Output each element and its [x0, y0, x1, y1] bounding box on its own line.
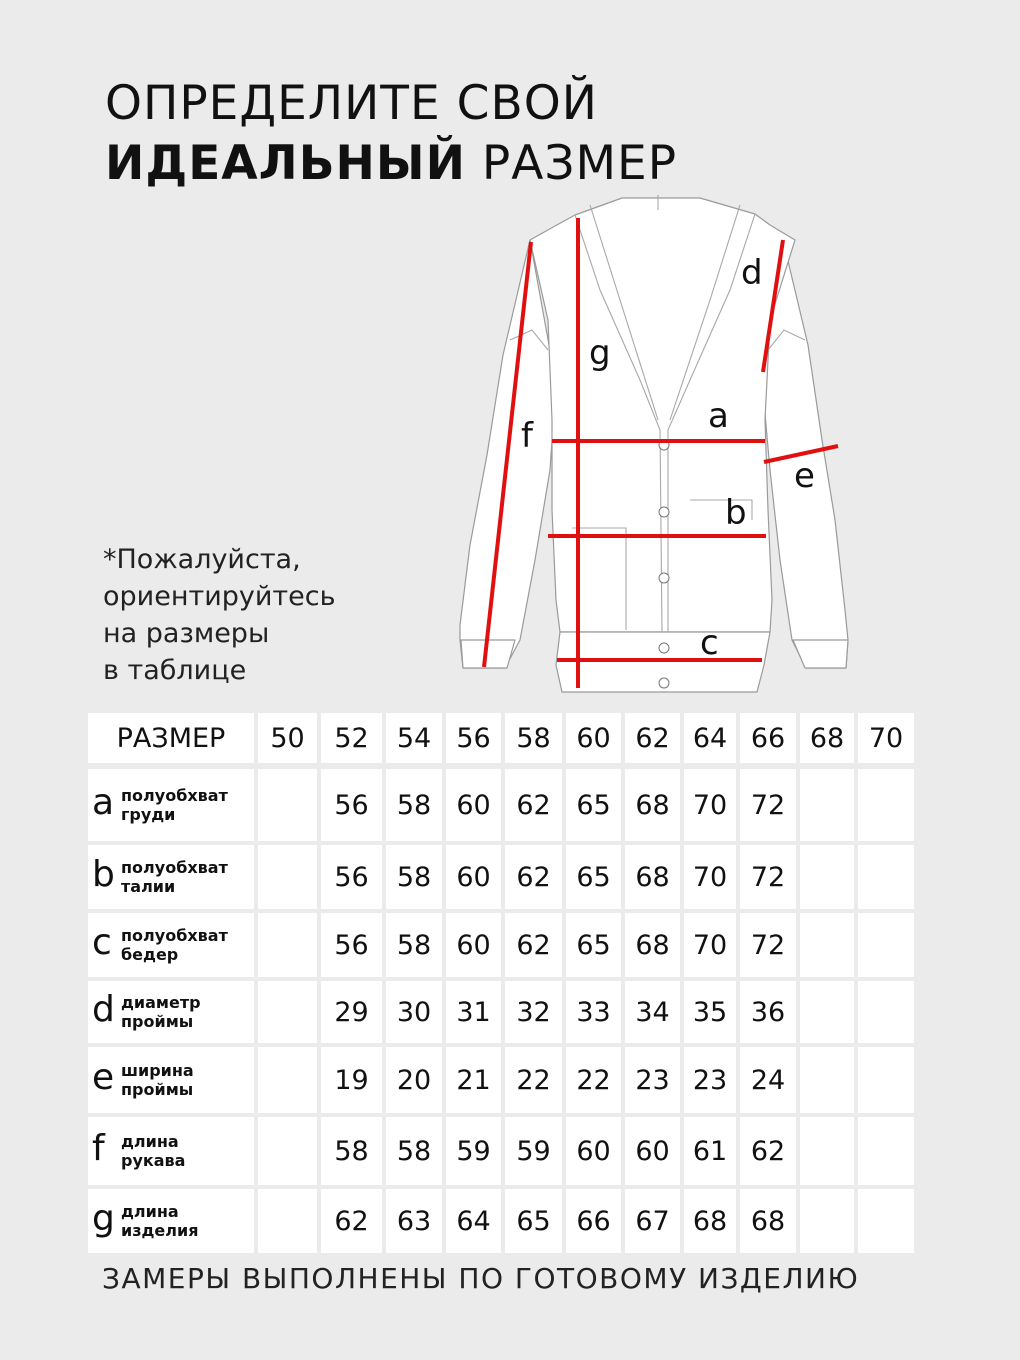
measure-letter: c: [92, 922, 112, 964]
table-row-label: [88, 981, 254, 1043]
measure-description-line: полуобхват: [121, 858, 228, 877]
table-cell: 58: [386, 1117, 442, 1185]
measure-letter: f: [92, 1128, 105, 1170]
table-cell: [800, 769, 854, 841]
measure-description: [121, 1061, 194, 1099]
measure-description-line: рукава: [121, 1151, 186, 1170]
page-title-line1: ОПРЕДЕЛИТЕ СВОЙ: [105, 76, 598, 131]
table-cell: 56: [321, 769, 382, 841]
table-cell: [858, 769, 914, 841]
table-cell: 33: [566, 981, 621, 1043]
table-cell: [800, 845, 854, 909]
table-cell: 65: [566, 769, 621, 841]
table-cell: 59: [505, 1117, 562, 1185]
table-cell: 58: [321, 1117, 382, 1185]
measure-description: [121, 786, 228, 824]
table-header-size: 52: [321, 713, 382, 763]
table-cell: 68: [740, 1189, 796, 1253]
table-cell: 29: [321, 981, 382, 1043]
table-cell: [800, 981, 854, 1043]
table-cell: [858, 981, 914, 1043]
table-cell: 58: [386, 913, 442, 977]
table-cell: 60: [625, 1117, 680, 1185]
measure-description-line: проймы: [121, 1012, 194, 1031]
table-header-size: 62: [625, 713, 680, 763]
table-header-label: РАЗМЕР: [88, 713, 254, 763]
table-cell: 21: [446, 1047, 501, 1113]
table-cell: 62: [740, 1117, 796, 1185]
table-cell: 72: [740, 913, 796, 977]
table-cell: 32: [505, 981, 562, 1043]
table-cell: [800, 1189, 854, 1253]
table-cell: [800, 913, 854, 977]
table-cell: 62: [505, 845, 562, 909]
measure-letter: d: [92, 989, 115, 1031]
table-cell: [258, 1117, 317, 1185]
label-f: f: [521, 416, 533, 456]
table-cell: 22: [566, 1047, 621, 1113]
note-line: *Пожалуйста,: [103, 544, 301, 575]
table-row-label: [88, 845, 254, 909]
label-d: d: [741, 253, 763, 293]
measure-description: [121, 926, 228, 964]
measure-description-line: груди: [121, 805, 176, 824]
table-cell: [858, 1047, 914, 1113]
table-row-label: [88, 769, 254, 841]
table-header-size: 60: [566, 713, 621, 763]
table-cell: [800, 1117, 854, 1185]
measure-description-line: ширина: [121, 1061, 194, 1080]
table-cell: 70: [684, 845, 736, 909]
table-cell: [858, 1117, 914, 1185]
size-note: [103, 541, 403, 689]
measure-letter: b: [92, 854, 115, 896]
table-header-size: 70: [858, 713, 914, 763]
table-cell: 34: [625, 981, 680, 1043]
table-cell: 60: [446, 845, 501, 909]
table-cell: 68: [625, 913, 680, 977]
measure-letter: g: [92, 1198, 115, 1240]
table-cell: 30: [386, 981, 442, 1043]
measure-description-line: талии: [121, 877, 176, 896]
table-cell: 68: [684, 1189, 736, 1253]
table-header-size: 66: [740, 713, 796, 763]
table-cell: [258, 913, 317, 977]
label-g: g: [589, 333, 611, 373]
table-cell: 67: [625, 1189, 680, 1253]
table-cell: 22: [505, 1047, 562, 1113]
table-cell: 60: [446, 769, 501, 841]
table-cell: 72: [740, 769, 796, 841]
right-cuff: [793, 640, 848, 668]
table-cell: 23: [625, 1047, 680, 1113]
label-b: b: [725, 493, 747, 533]
cardigan-outline: [460, 198, 848, 692]
footer-note: ЗАМЕРЫ ВЫПОЛНЕНЫ ПО ГОТОВОМУ ИЗДЕЛИЮ: [102, 1262, 860, 1295]
measure-description-line: проймы: [121, 1080, 194, 1099]
measure-description: [121, 858, 228, 896]
table-cell: 68: [625, 845, 680, 909]
table-header-size: 58: [505, 713, 562, 763]
table-cell: 60: [446, 913, 501, 977]
table-cell: [858, 1189, 914, 1253]
table-cell: 63: [386, 1189, 442, 1253]
table-cell: 20: [386, 1047, 442, 1113]
table-cell: 70: [684, 769, 736, 841]
title-rest: РАЗМЕР: [465, 136, 678, 191]
measure-description-line: длина: [121, 1132, 179, 1151]
table-cell: 31: [446, 981, 501, 1043]
table-header-size: 50: [258, 713, 317, 763]
table-cell: 60: [566, 1117, 621, 1185]
table-cell: 19: [321, 1047, 382, 1113]
table-cell: 24: [740, 1047, 796, 1113]
label-e: e: [794, 456, 815, 496]
table-cell: 35: [684, 981, 736, 1043]
measure-description-line: изделия: [121, 1221, 199, 1240]
measure-description-line: бедер: [121, 945, 179, 964]
measure-description: [121, 1132, 185, 1170]
measure-description-line: длина: [121, 1202, 179, 1221]
table-cell: 62: [505, 913, 562, 977]
table-cell: 59: [446, 1117, 501, 1185]
measure-description: [121, 1202, 198, 1240]
table-header-size: 64: [684, 713, 736, 763]
table-cell: 61: [684, 1117, 736, 1185]
table-cell: [258, 1189, 317, 1253]
cardigan-diagram: [440, 190, 870, 700]
table-cell: 36: [740, 981, 796, 1043]
table-header-size: 68: [800, 713, 854, 763]
table-cell: [258, 1047, 317, 1113]
table-cell: 64: [446, 1189, 501, 1253]
table-cell: [858, 913, 914, 977]
page-title-line2: [105, 136, 678, 191]
measure-description-line: полуобхват: [121, 926, 228, 945]
table-cell: [258, 769, 317, 841]
measure-letter: e: [92, 1057, 115, 1099]
table-cell: 58: [386, 845, 442, 909]
table-cell: 23: [684, 1047, 736, 1113]
measure-description-line: полуобхват: [121, 786, 228, 805]
label-a: a: [708, 396, 729, 436]
note-line: в таблице: [103, 655, 247, 686]
table-cell: 65: [566, 845, 621, 909]
table-row-label: [88, 1117, 254, 1185]
measure-letter: a: [92, 782, 115, 824]
table-cell: [258, 845, 317, 909]
table-cell: [800, 1047, 854, 1113]
measure-description-line: диаметр: [121, 993, 201, 1012]
table-cell: 56: [321, 845, 382, 909]
note-line: ориентируйтесь: [103, 581, 336, 612]
table-row-label: [88, 913, 254, 977]
table-cell: 72: [740, 845, 796, 909]
note-line: на размеры: [103, 618, 270, 649]
measure-description: [121, 993, 201, 1031]
table-header-size: 54: [386, 713, 442, 763]
label-c: c: [700, 623, 719, 663]
title-bold-word: ИДЕАЛЬНЫЙ: [105, 136, 466, 191]
table-cell: 62: [321, 1189, 382, 1253]
table-cell: 66: [566, 1189, 621, 1253]
table-cell: 70: [684, 913, 736, 977]
table-row-label: [88, 1189, 254, 1253]
table-cell: [858, 845, 914, 909]
table-cell: 58: [386, 769, 442, 841]
table-cell: 56: [321, 913, 382, 977]
table-cell: 68: [625, 769, 680, 841]
table-cell: 65: [505, 1189, 562, 1253]
table-cell: 62: [505, 769, 562, 841]
table-row-label: [88, 1047, 254, 1113]
table-cell: 65: [566, 913, 621, 977]
table-header-size: 56: [446, 713, 501, 763]
table-cell: [258, 981, 317, 1043]
